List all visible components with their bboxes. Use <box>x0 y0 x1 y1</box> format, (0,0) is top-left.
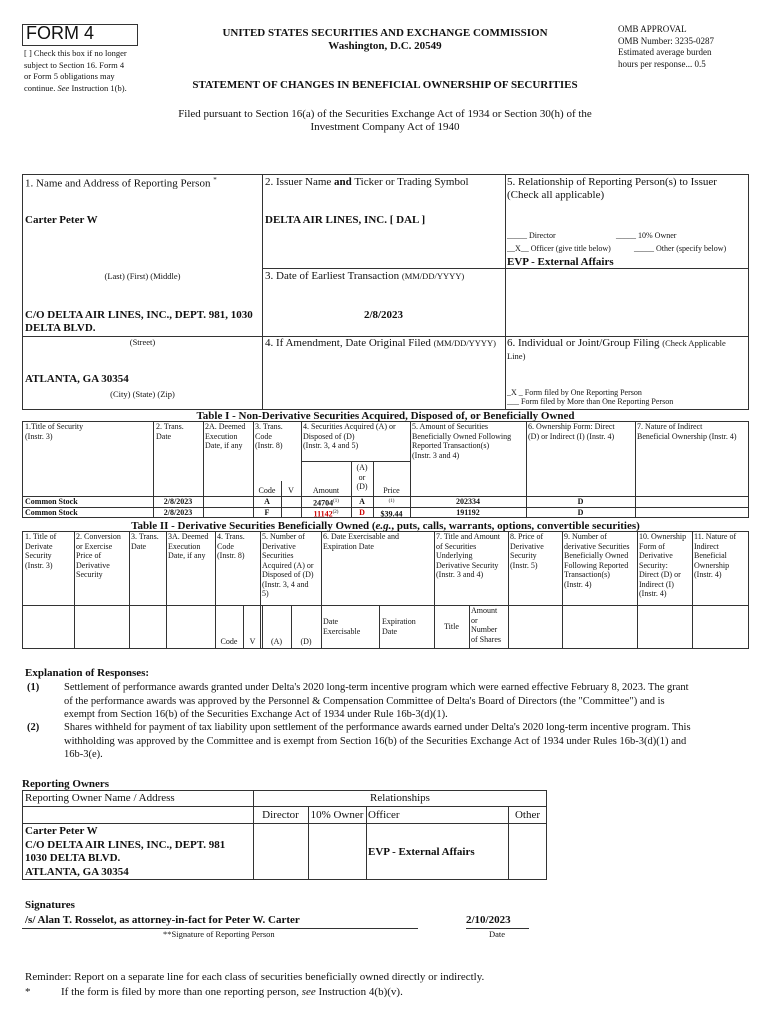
t2-h-price-1: 8. Price of <box>510 532 544 541</box>
footnote-multiple-filers <box>61 986 403 998</box>
t2-h-num-1: 5. Number of <box>262 532 305 541</box>
t1-h-code-3: (Instr. 8) <box>255 441 283 450</box>
signature-label: **Signature of Reporting Person <box>163 929 275 939</box>
section16-checkbox-note <box>24 48 154 94</box>
box6-label-line2: Line) <box>507 351 526 361</box>
footnote-text-b: Instruction 4(b)(v). <box>315 986 403 998</box>
row-form: D <box>577 508 584 517</box>
reporting-city: ATLANTA, GA 30354 <box>25 373 129 385</box>
t1-h-nature <box>637 422 737 441</box>
t1-h-ownership-1: 6. Ownership Form: Direct <box>528 422 615 431</box>
t2-h-conv-2: or Exercise <box>76 541 113 551</box>
t2-h-form-4: Security: <box>639 560 668 570</box>
t2-h-form-6: Indirect (I) <box>639 579 674 589</box>
t2-sub-date-ex <box>323 617 360 636</box>
signature-date: 2/10/2023 <box>466 914 511 926</box>
t2-h-date <box>131 532 159 551</box>
t2-h-price-4: (Instr. 5) <box>510 560 538 570</box>
box1-label-text: 1. Name and Address of Reporting Person <box>25 177 211 190</box>
row-amount-footnote: (1) <box>333 499 339 504</box>
t2-h-form-1: 10. Ownership <box>639 532 687 541</box>
t2-sub-amount-2: or <box>471 615 478 625</box>
t2-h-date-2: Date <box>131 541 147 551</box>
owners-col-ten: 10% Owner <box>310 809 364 821</box>
t2-h-nat-5: (Instr. 4) <box>694 570 722 579</box>
t2-h-code-2: Code <box>217 541 234 551</box>
box6-label-small: (Check Applicable <box>662 338 726 348</box>
explanation-1-line-1: Settlement of performance awards granted under Delta's 2020 long-term incentive program which were earned effective February 8, 2023. The grant <box>64 682 689 693</box>
owners-col-director: Director <box>262 809 299 821</box>
t1-sub-ad-1: (A) <box>356 463 368 472</box>
t2-h-form-3: Derivative <box>639 551 673 560</box>
explanation-1-line-2: of the performance awards was approved by the Personnel & Compensation Committee of Delta's Board of Directors (the "Committee") and is <box>64 695 665 707</box>
owner-line-4: ATLANTA, GA 30354 <box>25 865 129 878</box>
owner-line-1: Carter Peter W <box>25 825 98 837</box>
signature-text[interactable]: /s/ Alan T. Rosselot, as attorney-in-fact for Peter W. Carter <box>25 914 300 926</box>
row-owned: 191192 <box>456 508 480 517</box>
t2-sub-exp-2: Date <box>382 626 398 636</box>
omb-line-3: Estimated average burden <box>618 47 712 57</box>
owner-line-3: 1030 DELTA BLVD. <box>25 852 121 864</box>
officer-option[interactable]: __X__ Officer (give title below) <box>507 244 611 253</box>
signatures-heading: Signatures <box>25 899 75 911</box>
explanation-num-2: (2) <box>27 722 40 733</box>
explanation-2-line-2: withholding was approved by the Committee and is exempt from Section 16(b) of the Securities Exchange Act of 1934 under Rules 16b-3(d)(1) and <box>64 735 687 747</box>
omb-line-2: OMB Number: 3235-0287 <box>618 35 714 46</box>
t2-sub-title: Title <box>444 622 459 631</box>
t2-sub-d: (D) <box>300 637 312 646</box>
t2-h-title <box>25 532 56 570</box>
row-title: Common Stock <box>25 508 78 517</box>
t2-sub-amount-1: Amount <box>471 606 498 615</box>
t2-h-price-2: Derivative <box>510 541 544 551</box>
row-ad: A <box>359 497 365 506</box>
box4-label-text: 4. If Amendment, Date Original Filed <box>265 337 431 349</box>
t2-h-own-6: (Instr. 4) <box>564 579 592 589</box>
t2-h-und-1: 7. Title and Amount <box>436 532 501 541</box>
checkbox-note-line-2: subject to Section 16. Form 4 <box>24 59 125 70</box>
t2-h-code-1: 4. Trans. <box>217 532 245 541</box>
row-ad: D <box>359 508 365 517</box>
row-code: A <box>264 497 270 506</box>
t1-sub-amount: Amount <box>312 486 340 495</box>
row-form: D <box>577 497 584 506</box>
owner-line-2: C/O DELTA AIR LINES, INC., DEPT. 981 <box>25 838 226 851</box>
owners-col-name: Reporting Owner Name / Address <box>25 792 175 804</box>
t2-h-nat-2: Indirect <box>694 541 719 551</box>
t2-h-conversion <box>76 532 121 580</box>
omb-line-1: OMB APPROVAL <box>618 24 687 34</box>
row-amount-footnote: (2) <box>332 510 339 515</box>
t2-sub-date-ex-2: Exercisable <box>323 626 361 636</box>
group-filer-option[interactable]: ___ Form filed by More than One Reporting Person <box>507 397 674 406</box>
t2-h-own-2: derivative Securities <box>564 541 630 551</box>
single-filer-option[interactable]: _X _ Form filed by One Reporting Person <box>507 388 642 397</box>
owners-col-relationships: Relationships <box>370 792 430 804</box>
t1-h-deemed-1: 2A. Deemed <box>205 422 246 431</box>
t1-h-deemed <box>205 422 245 451</box>
checkbox-note-line-3: or Form 5 obligations may <box>24 71 115 81</box>
box4-format: (MM/DD/YYYY) <box>433 338 496 348</box>
t2-h-und-3: Underlying <box>436 551 473 560</box>
row-amount-value: 24704 <box>313 498 334 508</box>
t2-h-deemed-3: Date, if any <box>168 551 206 560</box>
omb-approval <box>618 24 714 70</box>
owners-heading: Reporting Owners <box>22 778 110 790</box>
t1-h-code-2: Code <box>255 431 272 441</box>
box6-label-text: 6. Individual or Joint/Group Filing <box>507 337 660 349</box>
t1-h-code-1: 3. Trans. <box>255 422 283 431</box>
signature-date-label: Date <box>489 929 506 939</box>
explanation-num-1: (1) <box>27 682 40 693</box>
t2-sub-code: Code <box>220 637 238 646</box>
t2-h-form <box>639 532 686 599</box>
t1-h-title-2: (Instr. 3) <box>25 431 53 441</box>
t2-h-own-1: 9. Number of <box>564 532 607 541</box>
t2-h-deemed <box>168 532 208 561</box>
t1-h-ownership <box>528 422 615 441</box>
box5-label <box>507 176 717 202</box>
box4-label <box>265 337 496 349</box>
row-owned: 202334 <box>456 497 480 506</box>
t1-h-acquired <box>303 422 396 451</box>
row-price <box>373 508 410 519</box>
t1-sub-ad <box>351 463 373 492</box>
checkbox-note-see: See <box>57 82 70 93</box>
street-label: (Street) <box>129 337 156 347</box>
t2-h-code-3: (Instr. 8) <box>217 551 245 560</box>
footnote-star: * <box>25 986 31 998</box>
agency-name: UNITED STATES SECURITIES AND EXCHANGE COMMISSION <box>222 27 548 39</box>
filed-line-2: Investment Company Act of 1940 <box>310 121 460 133</box>
omb-line-4: hours per response... 0.5 <box>618 58 706 69</box>
t2-h-und-5: (Instr. 3 and 4) <box>436 570 484 579</box>
city-label: (City) (State) (Zip) <box>110 389 175 399</box>
t1-h-acquired-2: Disposed of (D) <box>303 431 355 441</box>
t2-h-nature <box>694 532 736 580</box>
box3-label-text: 3. Date of Earliest Transaction <box>265 270 400 282</box>
table1-title: Table I - Non-Derivative Securities Acquired, Disposed of, or Beneficially Owned <box>196 410 575 422</box>
t2-h-num-4: Acquired (A) or <box>262 560 314 570</box>
reporting-person-name: Carter Peter W <box>25 214 98 226</box>
explanation-item-2 <box>25 721 745 762</box>
table2-title-eg: e.g. <box>375 520 392 532</box>
explanation-2-line-1: Shares withheld for payment of tax liability upon settlement of the performance awards earned under Delta's 2020 long-term incentive program. This <box>64 722 691 733</box>
t1-h-date-1: 2. Trans. <box>156 422 184 431</box>
t2-h-ex-2: Expiration Date <box>323 541 374 551</box>
row-price <box>373 497 410 508</box>
t2-h-own-4: Following Reported <box>564 560 629 570</box>
t2-h-conv-3: Price of <box>76 551 102 560</box>
t2-h-nat-3: Beneficial <box>694 551 727 560</box>
t2-h-title-1: 1. Title of <box>25 532 57 541</box>
t2-h-price-3: Security <box>510 551 537 560</box>
t2-h-deemed-2: Execution <box>168 541 201 551</box>
form-title: FORM 4 <box>26 23 95 43</box>
t2-h-form-7: (Instr. 4) <box>639 589 667 598</box>
checkbox-note-line-1[interactable]: [ ] Check this box if no longer <box>24 48 127 58</box>
t2-h-conv-5: Security <box>76 570 103 579</box>
t2-h-nat-1: 11. Nature of <box>694 532 737 541</box>
table2-title-b: , puts, calls, warrants, options, convertible securities) <box>391 520 640 532</box>
t2-h-und-4: Derivative Security <box>436 560 499 570</box>
owner-name-address <box>25 825 225 879</box>
agency-location: Washington, D.C. 20549 <box>328 40 442 52</box>
t2-sub-v: V <box>249 637 256 646</box>
row-code: F <box>264 508 270 517</box>
other-option[interactable]: _____ Other (specify below) <box>634 244 727 253</box>
street-line-2: DELTA BLVD. <box>25 322 96 334</box>
t2-sub-exp-1: Expiration <box>382 617 416 626</box>
t2-sub-amount-4: of Shares <box>471 634 501 644</box>
t2-h-code <box>217 532 245 561</box>
t1-sub-code: Code <box>258 486 276 495</box>
checkbox-note-instr: Instruction 1(b). <box>71 82 127 93</box>
row-amount <box>301 508 351 519</box>
row-amount <box>301 497 351 508</box>
filed-pursuant <box>100 108 670 134</box>
t2-h-number <box>262 532 314 599</box>
t2-h-price <box>510 532 544 570</box>
t2-h-own-5: Transaction(s) <box>564 570 610 579</box>
t2-h-num-7: 5) <box>262 589 269 598</box>
filed-line-1: Filed pursuant to Section 16(a) of the Securities Exchange Act of 1934 or Section 30(h) of the <box>178 108 592 120</box>
t2-h-num-3: Securities <box>262 551 294 560</box>
t1-h-date-2: Date <box>156 431 172 441</box>
box2-label-and: and <box>334 176 352 188</box>
t2-sub-date-ex-1: Date <box>323 617 339 626</box>
t2-h-ex-1: 6. Date Exercisable and <box>323 532 399 541</box>
issuer-name: DELTA AIR LINES, INC. [ DAL ] <box>265 214 426 226</box>
t1-h-title <box>25 422 83 441</box>
row-price-value: $39.44 <box>380 509 403 519</box>
t1-h-deemed-3: Date, if any <box>205 441 243 450</box>
t1-sub-ad-3: (D) <box>356 482 368 491</box>
reporting-street <box>25 309 253 335</box>
t2-h-conv-1: 2. Conversion <box>76 532 121 541</box>
box5-label-line-2: (Check all applicable) <box>507 189 605 201</box>
owners-col-other: Other <box>514 809 541 821</box>
box2-label-b: Ticker or Trading Symbol <box>351 176 469 188</box>
t2-h-owned <box>564 532 630 589</box>
t2-h-conv-4: Derivative <box>76 560 110 570</box>
checkbox-note-continue: continue. <box>24 82 56 93</box>
t2-sub-amount-3: Number <box>471 625 498 634</box>
t1-h-acquired-1: 4. Securities Acquired (A) or <box>303 422 396 431</box>
t2-h-underlying <box>436 532 500 580</box>
box6-label <box>507 337 747 363</box>
t1-h-code <box>255 422 283 451</box>
street-line-1: C/O DELTA AIR LINES, INC., DEPT. 981, 1030 <box>25 309 253 321</box>
t2-sub-exp <box>382 617 416 636</box>
footnote-text-a: If the form is filed by more than one reporting person, <box>61 986 302 998</box>
top-section-frame <box>22 174 749 410</box>
name-parts-label: (Last) (First) (Middle) <box>104 271 181 281</box>
explanation-item-1 <box>25 681 745 722</box>
t2-sub-a: (A) <box>270 637 283 646</box>
earliest-transaction-date: 2/8/2023 <box>363 309 404 321</box>
statement-title: STATEMENT OF CHANGES IN BENEFICIAL OWNERSHIP OF SECURITIES <box>192 79 578 91</box>
box5-label-line-1: 5. Relationship of Reporting Person(s) to Issuer <box>507 176 717 188</box>
t2-h-date-1: 3. Trans. <box>131 532 159 541</box>
t1-sub-price: Price <box>383 486 400 495</box>
box1-label <box>25 176 217 190</box>
director-option[interactable]: _____ Director <box>507 231 556 240</box>
row-date: 2/8/2023 <box>163 508 193 517</box>
t2-h-num-6: (Instr. 3, 4 and <box>262 579 309 589</box>
t1-h-amount <box>412 422 511 460</box>
table2-title-a: Table II - Derivative Securities Beneficially Owned ( <box>131 520 376 532</box>
t1-h-amount-4: (Instr. 3 and 4) <box>412 450 460 460</box>
t1-h-acquired-3: (Instr. 3, 4 and 5) <box>303 441 359 450</box>
t2-h-num-2: Derivative <box>262 541 296 551</box>
reminder-text: Reminder: Report on a separate line for each class of securities beneficially owned directly or indirectly. <box>25 971 485 983</box>
t1-h-deemed-2: Execution <box>205 431 238 441</box>
t1-h-title-1: 1.Title of Security <box>25 422 84 431</box>
t1-sub-ad-2: or <box>358 472 366 482</box>
explanation-heading: Explanation of Responses: <box>25 667 150 679</box>
footnote-see: see <box>301 986 316 998</box>
t1-h-nature-2: Beneficial Ownership (Instr. 4) <box>637 431 737 441</box>
ten-percent-owner-option[interactable]: _____ 10% Owner <box>616 231 677 240</box>
t1-h-date <box>156 422 184 441</box>
t1-h-amount-3: Reported Transaction(s) <box>412 441 490 450</box>
t1-h-nature-1: 7. Nature of Indirect <box>637 422 703 431</box>
owner-officer-title: EVP - External Affairs <box>368 846 475 858</box>
checkbox-note-line-4 <box>24 83 154 95</box>
t2-h-title-3: Security <box>25 551 52 560</box>
t1-h-amount-1: 5. Amount of Securities <box>412 422 488 431</box>
t1-h-ownership-2: (D) or Indirect (I) (Instr. 4) <box>528 431 615 441</box>
officer-title: EVP - External Affairs <box>507 256 614 268</box>
t2-h-title-4: (Instr. 3) <box>25 560 53 570</box>
t2-h-num-5: Disposed of (D) <box>262 570 314 579</box>
row-amount-value: 11142 <box>313 509 333 519</box>
explanation-1-line-3: exempt from Section 16(b) of the Securities Exchange Act of 1934 under Rule 16b-3(d)(1). <box>64 709 448 720</box>
t2-h-deemed-1: 3A. Deemed <box>168 532 209 541</box>
box2-label <box>265 176 469 188</box>
t2-h-form-5: Direct (D) or <box>639 570 681 579</box>
owners-col-officer: Officer <box>368 809 400 821</box>
row-price-footnote: (1) <box>388 499 395 504</box>
box2-label-a: 2. Issuer Name <box>265 176 335 188</box>
t2-h-exercisable <box>323 532 399 551</box>
t2-h-und-2: of Securities <box>436 541 477 551</box>
t2-h-own-3: Beneficially Owned <box>564 551 629 560</box>
box3-label <box>265 270 464 282</box>
t1-h-amount-2: Beneficially Owned Following <box>412 431 512 441</box>
t2-h-nat-4: Ownership <box>694 560 730 570</box>
t2-h-form-2: Form of <box>639 541 665 551</box>
box3-format: (MM/DD/YYYY) <box>401 271 465 281</box>
row-date: 2/8/2023 <box>163 497 193 506</box>
explanation-2-line-3: 16b-3(e). <box>64 749 103 760</box>
t2-sub-amount <box>471 606 501 644</box>
t1-sub-v: V <box>288 486 294 495</box>
t2-h-title-2: Derivate <box>25 541 53 551</box>
row-title: Common Stock <box>25 497 78 506</box>
box1-label-star: * <box>213 176 217 184</box>
